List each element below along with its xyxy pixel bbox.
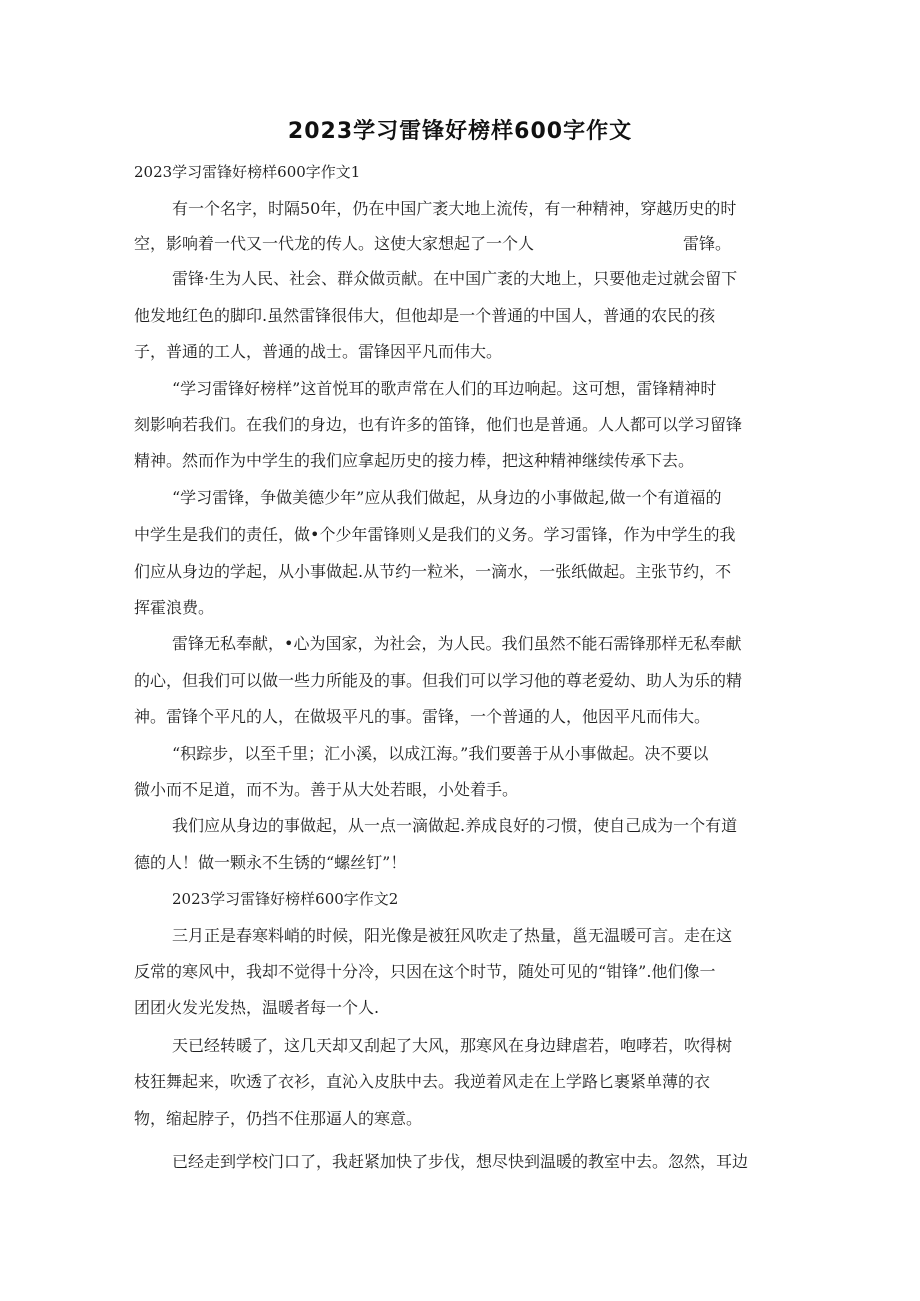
paragraph-line: 反常的寒风中，我却不觉得十分冷，只因在这个时节，随处可见的“钳锋”.他们像一	[134, 962, 716, 981]
essay-2-heading: 2023学习雷锋好榜样600字作文2	[172, 890, 399, 908]
paragraph-line: 中学生是我们的责任，做•个少年雷锋则乂是我们的义务。学习雷锋，作为中学生的我	[134, 525, 736, 544]
document-title: 2023学习雷锋好榜样600字作文	[287, 119, 633, 144]
paragraph-line: 子，普通的工人，普通的战士。雷锋因平凡而伟大。	[134, 342, 503, 361]
paragraph-line: 精神。然而作为中学生的我们应拿起历史的接力棒，把这种精神继续传承下去。	[134, 451, 695, 470]
essay-1-heading: 2023学习雷锋好榜样600字作文1	[134, 163, 361, 181]
paragraph-line: 德的人！做一颗永不生锈的“螺丝钉”！	[134, 853, 407, 872]
paragraph-line: 雷锋无私奉献，•心为国家，为社会，为人民。我们虽然不能石需锋那样无私奉献	[172, 634, 742, 653]
paragraph-line: 他发地红色的脚印.虽然雷锋很伟大，但他却是一个普通的中国人，普通的农民的孩	[134, 306, 716, 325]
paragraph-line: 的心，但我们可以做一些力所能及的事。但我们可以学习他的尊老爱幼、助人为乐的精	[134, 671, 743, 690]
paragraph-line: 雷锋·生为人民、社会、群众做贡献。在中国广袤的大地上，只要他走过就会留下	[172, 269, 738, 288]
paragraph-line: 我们应从身边的事做起，从一点一滴做起.养成良好的刁惯，使自己成为一个有道	[172, 816, 738, 835]
paragraph-line: 神。雷锋个平凡的人，在做圾平凡的事。雷锋，一个普通的人，他因平凡而伟大。	[134, 707, 711, 726]
paragraph-line: 挥霍浪费。	[134, 598, 215, 617]
paragraph-line: 有一个名字，时隔50年，仍在中国广袤大地上流传，有一种精神，穿越历史的时	[172, 199, 737, 218]
paragraph-line: 空，影响着一代又一代龙的传人。这使大家想起了一个人	[134, 234, 535, 253]
paragraph-line: 微小而不足道，而不为。善于从大处若眼，小处着手。	[134, 780, 519, 799]
paragraph-line: 枝狂舞起来，吹透了衣衫，直沁入皮肤中去。我逆着风走在上学路匕裹紧单薄的衣	[134, 1072, 711, 1091]
paragraph-line: 三月正是春寒料峭的时候，阳光像是被狂风吹走了热量，邕无温暖可言。走在这	[172, 926, 733, 945]
paragraph-line: 雷锋。	[683, 234, 732, 253]
paragraph-line: 天已经转暖了，这几天却又刮起了大风，那寒风在身边肆虐若，咆哮若，吹得树	[172, 1036, 733, 1055]
paragraph-line: 团团火发光发热，温暖者每一个人.	[134, 998, 380, 1017]
paragraph-line: 们应从身边的学起，从小事做起.从节约一粒米，一滴水，一张纸做起。主张节约，不	[134, 562, 732, 581]
paragraph-line: “积踪步，以至千里；汇小溪，以成江海。”我们要善于从小事做起。决不要以	[172, 744, 709, 763]
paragraph-line: 刻影响若我们。在我们的身边，也有许多的笛锋，他们也是普通。人人都可以学习留锋	[134, 415, 743, 434]
paragraph-line: 物，缩起脖子，仍挡不住那逼人的寒意。	[134, 1109, 423, 1128]
paragraph-line: “学习雷锋，争做美德少年”应从我们做起，从身边的小事做起,做一个有道福的	[172, 488, 722, 507]
paragraph-line: “学习雷锋好榜样”这首悦耳的歌声常在人们的耳边响起。这可想，雷锋精神时	[172, 379, 717, 398]
paragraph-line: 已经走到学校门口了，我赶紧加快了步伐，想尽快到温暖的教室中去。忽然，耳边	[172, 1152, 749, 1171]
